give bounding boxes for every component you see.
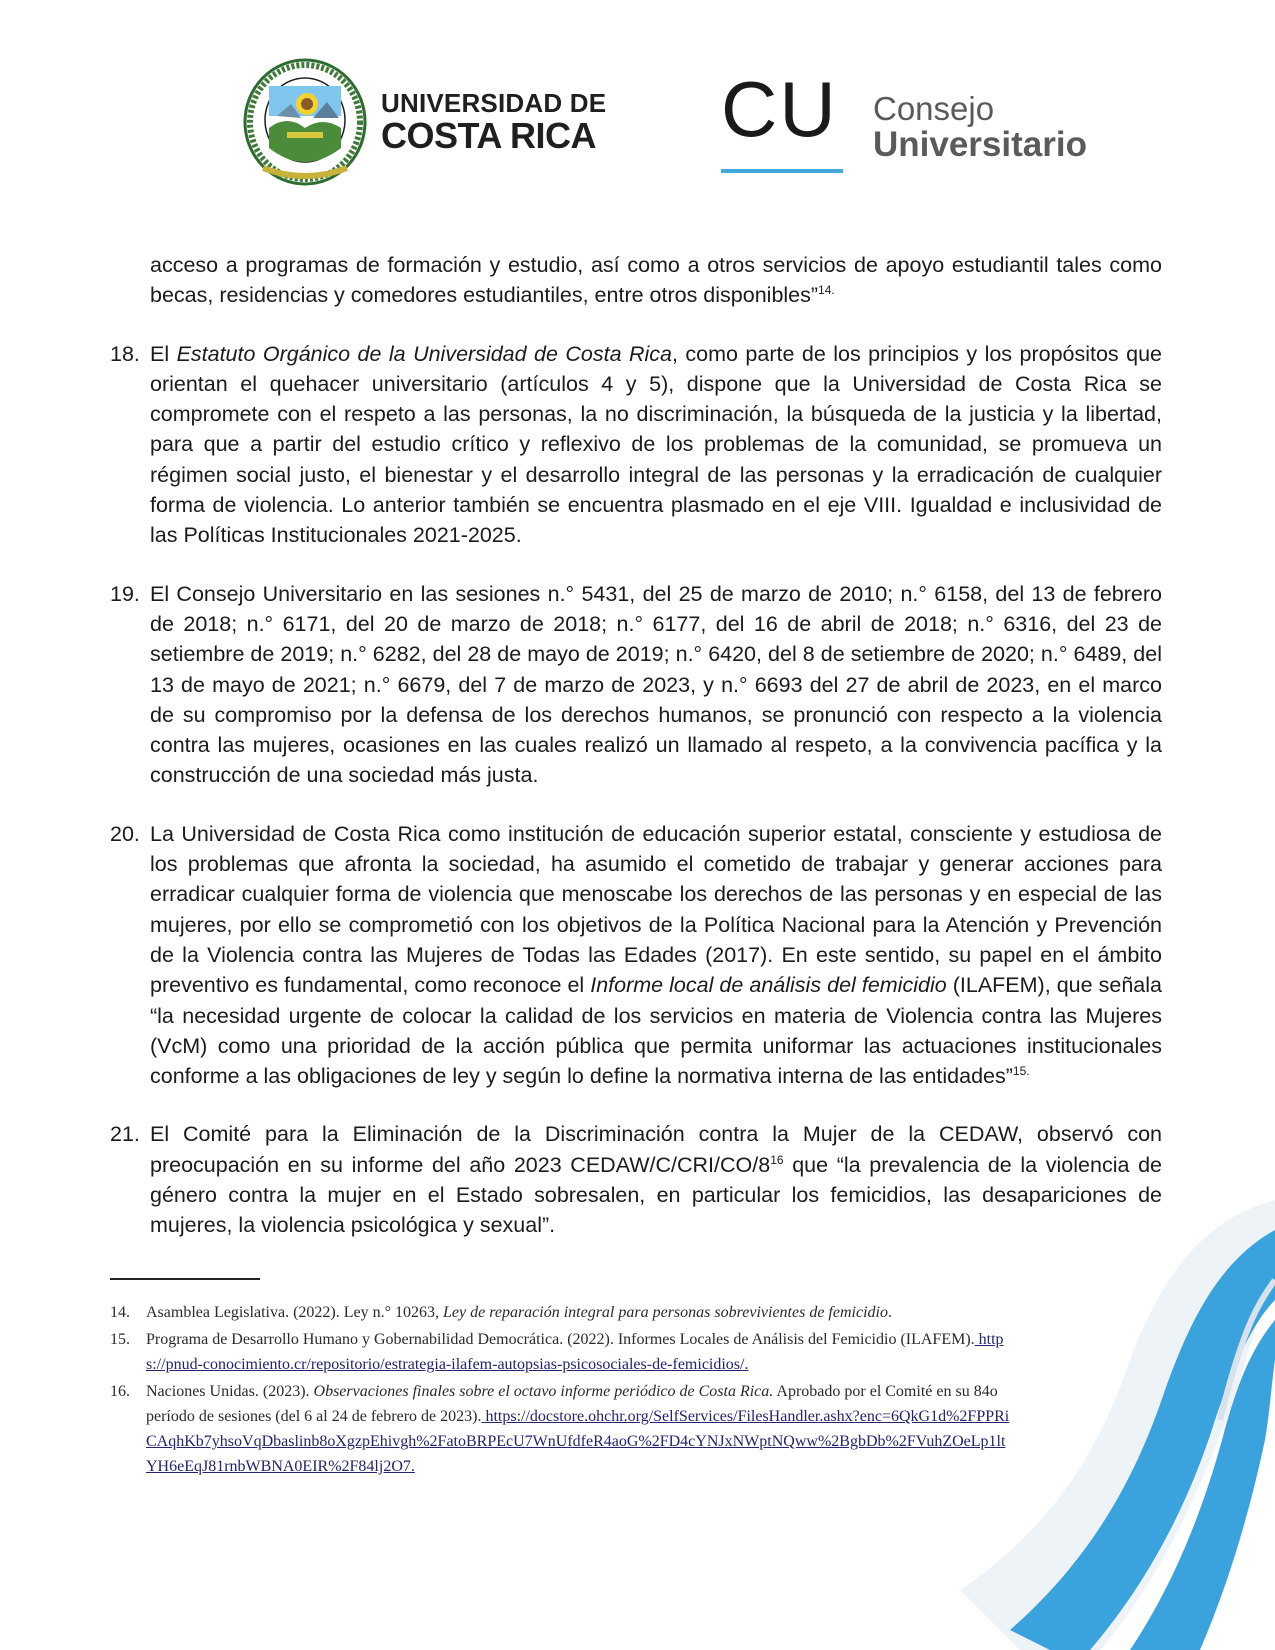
university-name-line2: COSTA RICA xyxy=(381,115,596,156)
cu-word-universitario: Universitario xyxy=(873,124,1087,164)
paragraph-21: 21. El Comité para la Eliminación de la Discriminación contra la Mujer de la CEDAW, observó con preocupación en su informe del año 2023 CEDAW/$C/CRI/CO/8^{16}$ que “la prevalencia de la violencia de género contra la mujer en el Estado sobresalen, en particular los femicidios, las desapariciones de mujeres, la violencia psicológica y sexual”. xyxy=(110,1119,1162,1240)
paragraph-18: 18. El Estatuto Orgánico de la Universidad de Costa Rica, como parte de los principios y los propósitos que orientan el quehacer universitario (artículos 4 y 5), dispone que la Universidad de Costa Rica se compromete con el respeto a las personas, la no discriminación, la búsqueda de la justicia y la libertad, para que a partir del estudio crítico y reflexivo de los problemas de la comunidad, se promueva un régimen social justo, el bienestar y el desarrollo integral de las personas y la erradicación de cualquier forma de violencia. Lo anterior también se encuentra plasmado en el eje VIII. Igualdad e inclusividad de las Políticas Institucionales 2021-2025. xyxy=(110,339,1162,551)
consejo-universitario-logo xyxy=(721,65,1141,180)
footnote-ref-16: 16 xyxy=(770,1152,784,1167)
footnote-ref-14: 14. xyxy=(818,283,835,298)
footnote-14: 14. Asamblea Legislativa. (2022). Ley n.° 10263, Ley de reparación integral para personas sobrevivientes de femicidio. xyxy=(110,1304,892,1321)
paragraph-number: 21. xyxy=(110,1122,140,1147)
footnote-16-link[interactable]: https://docstore.ohchr.org/SelfServices/FilesHandler.ashx?enc=6QkG1d%2FPPRiCAqhKb7yhsoVqDbaslinb8oXgzpEhivgh%2FatoBRPEcU7WnUfdfeR4aoG%2FD4cYNJxNWptNQww%2BgbDb%2FVuhZOeLp1ltYH6eEqJ81rnbWBNA0EIR%2F84lj2O7. xyxy=(146,1408,1010,1475)
ucr-logo xyxy=(243,58,606,186)
cu-accent-rule xyxy=(721,169,843,173)
paragraph-number: 20. xyxy=(110,821,140,846)
footnotes xyxy=(110,1300,1010,1481)
cu-monogram: CU xyxy=(721,65,838,153)
footnote-15-link[interactable]: https://pnud-conocimiento.cr/repositorio/estrategia-ilafem-autopsias-psicosociales-de-femicidios/. xyxy=(146,1331,1004,1373)
paragraph-number: 18. xyxy=(110,341,140,366)
footnote-15: 15. Programa de Desarrollo Humano y Gobernabilidad Democrática. (2022). Informes Locales de Análisis del Femicidio (ILAFEM). https://pnud-conocimiento.cr/repositorio/estrategia-ilafem-autopsias-psicosociales-de-femicidios/. xyxy=(110,1331,1004,1373)
paragraph-continuation xyxy=(110,250,1162,311)
paragraph-19: 19. El Consejo Universitario en las sesiones n.° 5431, del 25 de marzo de 2010; n.° 6158, del 13 de febrero de 2018; n.° 6171, del 20 de marzo de 2018; n.° 6177, del 16 de abril de 2018; n.° 6316, del 23 de setiembre de 2019; n.° 6282, del 28 de mayo de 2019; n.° 6420, del 8 de setiembre de 2020; n.° 6489, del 13 de mayo de 2021; n.° 6679, del 7 de marzo de 2023, y n.° 6693 del 27 de abril de 2023, en el marco de su compromiso por la defensa de los derechos humanos, se pronunció con respecto a la violencia contra las mujeres, ocasiones en las cuales realizó un llamado al respeto, a la convivencia pacífica y la construcción de una sociedad más justa. xyxy=(110,579,1162,791)
decorative-ribbon-icon xyxy=(900,1160,1275,1650)
report-title: Informe local de análisis del femicidio xyxy=(590,973,947,998)
footnote-divider xyxy=(110,1278,260,1280)
paragraph-number: 19. xyxy=(110,581,140,606)
continuation-text: acceso a programas de formación y estudio, así como a otros servicios de apoyo estudiantil tales como becas, residencias y comedores estudiantiles, entre otros disponibles” xyxy=(150,253,1162,308)
statute-title: Estatuto Orgánico de la Universidad de Costa Rica xyxy=(176,341,672,366)
paragraph-20: 20. La Universidad de Costa Rica como institución de educación superior estatal, consciente y estudiosa de los problemas que afronta la sociedad, ha asumido el cometido de trabajar y generar acciones para erradicar cualquier forma de violencia que menoscabe los derechos de las personas y en especial de las mujeres, por ello se comprometió con los objetivos de la Política Nacional para la Atención y Prevención de la Violencia contra las Mujeres de Todas las Edades (2017). En este sentido, su papel en el ámbito preventivo es fundamental, como reconoce el Informe local de análisis del femicidio (ILAFEM), que señala “la necesidad urgente de colocar la calidad de los servicios en materia de Violencia contra las Mujeres (VcM) como una prioridad de la acción pública que permita uniformar las actuaciones institucionales conforme a las obligaciones de ley y según lo define la normativa interna de las entidades”$^{15.}$ xyxy=(110,819,1162,1092)
university-seal-icon xyxy=(243,58,367,186)
footnote-ref-15: 15. xyxy=(1012,1063,1030,1078)
document-body xyxy=(110,250,1162,1269)
footnote-16: 16. Naciones Unidas. (2023). Observaciones finales sobre el octavo informe periódico de Costa Rica. Aprobado por el Comité en su 84o período de sesiones (del 6 al 24 de febrero de 2023). https://docstore.ohchr.org/SelfServices/FilesHandler.ashx?enc=6QkG1d%2FPPRiCAqhKb7yhsoVqDbaslinb8oXgzpEhivgh%2FatoBRPEcU7WnUfdfeR4aoG%2FD4cYNJxNWptNQww%2BgbDb%2FVuhZOeLp1ltYH6eEqJ81rnbWBNA0EIR%2F84lj2O7. xyxy=(110,1383,1010,1475)
university-name-line1: UNIVERSIDAD DE xyxy=(381,88,607,118)
cu-word-consejo: Consejo xyxy=(873,90,995,127)
